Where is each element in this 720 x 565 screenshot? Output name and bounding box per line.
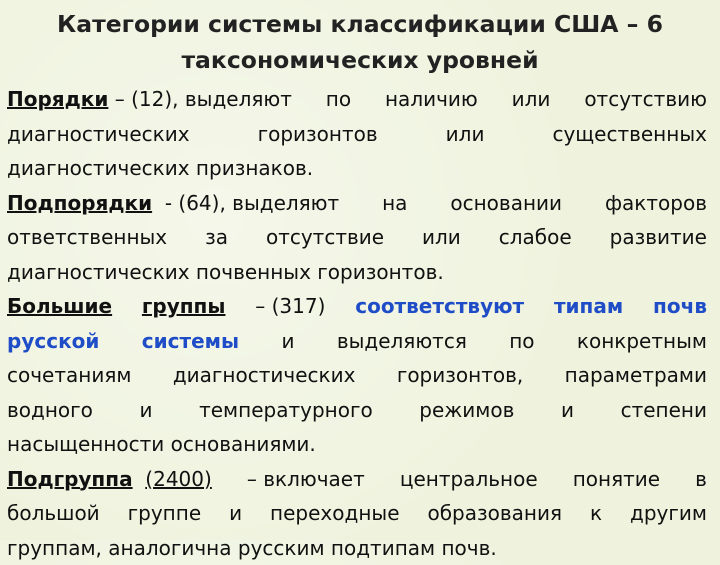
word: отсутствию bbox=[584, 82, 707, 117]
word: переходные bbox=[270, 496, 399, 531]
great-groups-term-1: Большие bbox=[7, 289, 112, 324]
subgroups-term: Подгруппа bbox=[7, 467, 133, 491]
great-groups-line-2 bbox=[7, 324, 707, 359]
orders-term: Порядки bbox=[7, 87, 108, 111]
subgroups-line-1 bbox=[7, 462, 707, 497]
title-line-1: Категории системы классификации США – 6 bbox=[30, 6, 690, 42]
great-groups-line-5-text: насыщенности основаниями. bbox=[7, 427, 316, 462]
word: по bbox=[326, 82, 351, 117]
word: и bbox=[140, 393, 153, 428]
subgroups-count: (2400) bbox=[145, 467, 212, 491]
word: – включает bbox=[247, 462, 365, 497]
orders-line-3 bbox=[7, 151, 707, 186]
word: основании bbox=[450, 186, 562, 221]
orders-line-3-text: диагностических признаков. bbox=[7, 151, 313, 186]
great-groups-term-2: группы bbox=[142, 289, 226, 324]
word: отсутствие bbox=[266, 220, 384, 255]
suborders-line-2 bbox=[7, 220, 707, 255]
word: на bbox=[382, 186, 407, 221]
word: центральное bbox=[400, 462, 538, 497]
word: образования bbox=[427, 496, 562, 531]
word: и bbox=[281, 324, 294, 359]
word: сочетаниям bbox=[7, 358, 131, 393]
word: другим bbox=[630, 496, 707, 531]
word: и bbox=[229, 496, 242, 531]
word: существенных bbox=[552, 117, 707, 152]
suborders-text: - (64), выделяют bbox=[165, 191, 339, 215]
great-groups-line-5 bbox=[7, 427, 707, 462]
word: конкретным bbox=[577, 324, 707, 359]
word: наличию bbox=[385, 82, 478, 117]
subgroups-line-3-text: группам, аналогична русским подтипам почв. bbox=[7, 531, 497, 565]
word: к bbox=[590, 496, 602, 531]
word: и bbox=[561, 393, 574, 428]
word: в bbox=[695, 462, 707, 497]
highlight-word: системы bbox=[142, 324, 239, 359]
highlight-word: почв bbox=[653, 289, 707, 324]
word: горизонтов bbox=[258, 117, 378, 152]
suborders-line-3-text: диагностических почвенных горизонтов. bbox=[7, 255, 444, 290]
word: или bbox=[512, 82, 551, 117]
word: или bbox=[446, 117, 485, 152]
word: диагностических bbox=[7, 117, 190, 152]
word: – (317) bbox=[255, 289, 325, 324]
word: режимов bbox=[419, 393, 514, 428]
word: степени bbox=[621, 393, 707, 428]
word: слабое bbox=[499, 220, 572, 255]
highlight-word: соответствуют bbox=[355, 289, 524, 324]
word: ответственных bbox=[7, 220, 167, 255]
great-groups-line-4 bbox=[7, 393, 707, 428]
word: группе bbox=[128, 496, 202, 531]
word: температурного bbox=[199, 393, 373, 428]
word: диагностических bbox=[173, 358, 356, 393]
suborders-line-3 bbox=[7, 255, 707, 290]
word: водного bbox=[7, 393, 93, 428]
suborders-line-1 bbox=[7, 186, 707, 221]
word: выделяются bbox=[337, 324, 467, 359]
title-line-2: таксономических уровней bbox=[30, 42, 690, 78]
word: понятие bbox=[573, 462, 660, 497]
orders-text: – (12), выделяют bbox=[115, 87, 292, 111]
highlight-word: типам bbox=[554, 289, 623, 324]
word: или bbox=[422, 220, 461, 255]
word: горизонтов, bbox=[397, 358, 523, 393]
word: большой bbox=[7, 496, 100, 531]
subgroups-line-3 bbox=[7, 531, 707, 565]
orders-line-1 bbox=[7, 82, 707, 117]
word: параметрами bbox=[565, 358, 707, 393]
suborders-term: Подпорядки bbox=[7, 191, 152, 215]
slide-title bbox=[30, 6, 690, 78]
word: по bbox=[509, 324, 534, 359]
subgroups-line-2 bbox=[7, 496, 707, 531]
highlight-word: русской bbox=[7, 324, 99, 359]
great-groups-line-3 bbox=[7, 358, 707, 393]
word: за bbox=[205, 220, 228, 255]
slide-body bbox=[7, 82, 707, 565]
great-groups-line-1 bbox=[7, 289, 707, 324]
word: развитие bbox=[610, 220, 707, 255]
orders-line-2 bbox=[7, 117, 707, 152]
word: факторов bbox=[605, 186, 707, 221]
